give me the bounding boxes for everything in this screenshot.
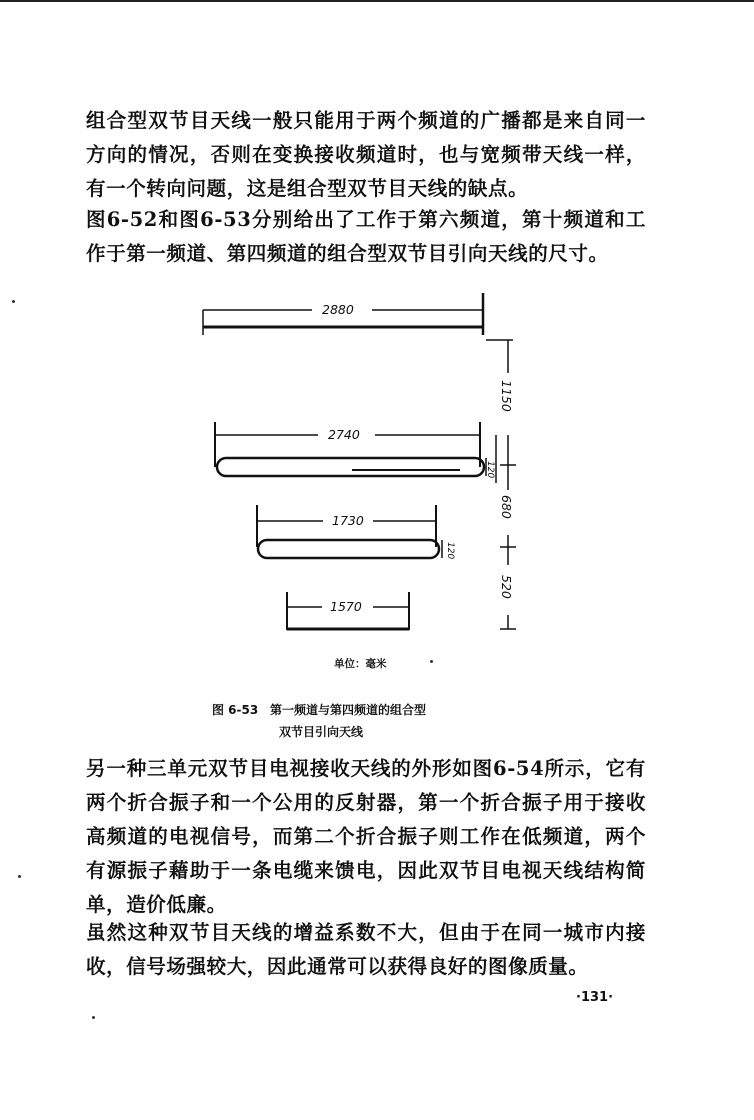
reflector-length-label: 2880 <box>322 302 354 317</box>
scan-speck <box>92 1016 95 1019</box>
scan-speck <box>430 660 433 663</box>
dipole-1-width-label: 120 <box>485 461 495 479</box>
figure-caption-line-2: 双节目引向天线 <box>279 725 364 739</box>
figure-caption <box>212 699 426 743</box>
spacing-1-label: 1150 <box>499 380 514 412</box>
spacing-3-label: 520 <box>499 575 514 599</box>
scan-speck <box>18 875 21 878</box>
spacing-2-label: 680 <box>499 495 514 519</box>
director-length-label: 1570 <box>330 599 362 614</box>
dipole-2-length-label: 1730 <box>332 513 364 528</box>
scan-speck <box>12 300 15 303</box>
dipole-2-width-label: 120 <box>445 542 455 560</box>
antenna-dimension-diagram <box>190 285 535 645</box>
paragraph-1: 组合型双节目天线一般只能用于两个频道的广播都是来自同一方向的情况，否则在变换接收频道时，也与宽频带天线一样，有一个转向问题，这是组合型双节目天线的缺点。 <box>86 109 646 200</box>
page-number: ·131· <box>576 990 614 1005</box>
paragraph-4: 虽然这种双节目天线的增益系数不大，但由于在同一城市内接收，信号场强较大，因此通常可以获得良好的图像质量。 <box>86 921 646 978</box>
paragraph-3: 另一种三单元双节目电视接收天线的外形如图6-54所示，它有两个折合振子和一个公用的反射器，第一个折合振子用于接收高频道的电视信号，而第二个折合振子则工作在低频道，两个有源振子藉助于一条电缆来馈电，因此双节目电视天线结构简单，造价低廉。 <box>86 757 646 916</box>
paragraph-2: 图6-52和图6-53分别给出了工作于第六频道，第十频道和工作于第一频道、第四频道的组合型双节目引向天线的尺寸。 <box>86 208 646 265</box>
figure-caption-line-1: 第一频道与第四频道的组合型 <box>270 703 427 717</box>
page-top-border <box>0 0 754 2</box>
figure-caption-number: 图 6-53 <box>212 703 259 717</box>
dipole-1-length-label: 2740 <box>328 427 360 442</box>
figure-unit-label: 单位：毫米 <box>334 658 387 670</box>
